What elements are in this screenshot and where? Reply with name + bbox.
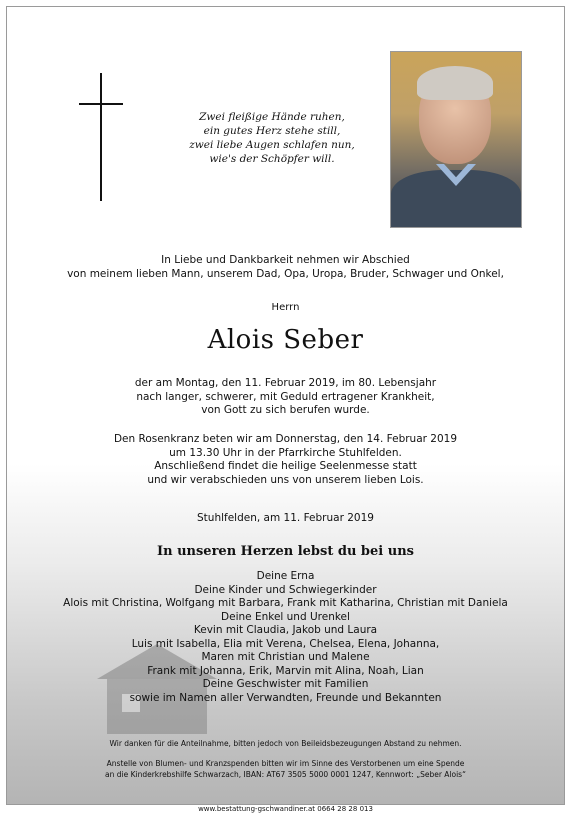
intro-line: In Liebe und Dankbarkeit nehmen wir Abschied [161, 254, 410, 266]
death-announcement [7, 377, 564, 418]
service-info [7, 433, 564, 487]
intro-text [7, 254, 564, 281]
death-line: von Gott zu sich berufen wurde. [201, 404, 370, 416]
poem-line: Zwei fleißige Hände ruhen, [199, 111, 345, 123]
mourners-line: Deine Erna [256, 570, 315, 582]
mourners-list [7, 570, 564, 705]
obituary-card [6, 6, 565, 805]
deceased-name: Alois Seber [207, 325, 364, 355]
thanks-note: Wir danken für die Anteilnahme, bitten jedoch von Beileidsbezeugungen Abstand zu nehmen. [109, 739, 462, 748]
service-line: und wir verabschieden uns von unserem lieben Lois. [147, 473, 424, 486]
poem-line: zwei liebe Augen schlafen nun, [189, 139, 355, 151]
mourners-line: sowie im Namen aller Verwandten, Freunde und Bekannten [129, 691, 442, 704]
place-date: Stuhlfelden, am 11. Februar 2019 [197, 512, 374, 524]
mourners-line: Deine Kinder und Schwiegerkinder [194, 583, 377, 596]
footer-contact: www.bestattung-gschwandiner.at 0664 28 28 013 [198, 805, 373, 813]
mourners-line: Maren mit Christian und Malene [201, 651, 370, 663]
cross-icon [100, 73, 102, 201]
mourners-heading: In unseren Herzen lebst du bei uns [157, 544, 414, 559]
death-line: der am Montag, den 11. Februar 2019, im 80. Lebensjahr [134, 377, 437, 389]
poem-line: ein gutes Herz stehe still, [203, 125, 341, 137]
mourners-line: Kevin mit Claudia, Jakob und Laura [193, 624, 378, 636]
donation-line: Anstelle von Blumen- und Kranzspenden bitten wir im Sinne des Verstorbenen um eine Spende [106, 759, 465, 768]
mourners-line: Alois mit Christina, Wolfgang mit Barbara, Frank mit Katharina, Christian mit Daniela [63, 597, 508, 609]
mourners-line: Deine Geschwister mit Familien [202, 678, 369, 690]
intro-line: von meinem lieben Mann, unserem Dad, Opa, Uropa, Bruder, Schwager und Onkel, [67, 267, 504, 280]
cross-icon-bar [79, 103, 123, 105]
mourners-line: Deine Enkel und Urenkel [221, 610, 350, 623]
service-line: um 13.30 Uhr in der Pfarrkirche Stuhlfelden. [169, 446, 402, 459]
poem-line: wie's der Schöpfer will. [209, 153, 335, 165]
death-line: nach langer, schwerer, mit Geduld ertragener Krankheit, [136, 390, 435, 403]
poem [157, 110, 387, 166]
donation-line: an die Kinderkrebshilfe Schwarzach, IBAN: AT67 3505 5000 0001 1247, Kennwort: „Seber Alois“ [105, 770, 466, 779]
service-line: Den Rosenkranz beten wir am Donnerstag, den 14. Februar 2019 [113, 433, 458, 445]
service-line: Anschließend findet die heilige Seelenmesse statt [154, 460, 417, 472]
mourners-line: Luis mit Isabella, Elia mit Verena, Chelsea, Elena, Johanna, [131, 637, 440, 650]
portrait-photo [390, 51, 522, 228]
salutation: Herrn [271, 302, 300, 313]
mourners-line: Frank mit Johanna, Erik, Marvin mit Alina, Noah, Lian [147, 664, 424, 677]
donation-note [7, 758, 564, 780]
